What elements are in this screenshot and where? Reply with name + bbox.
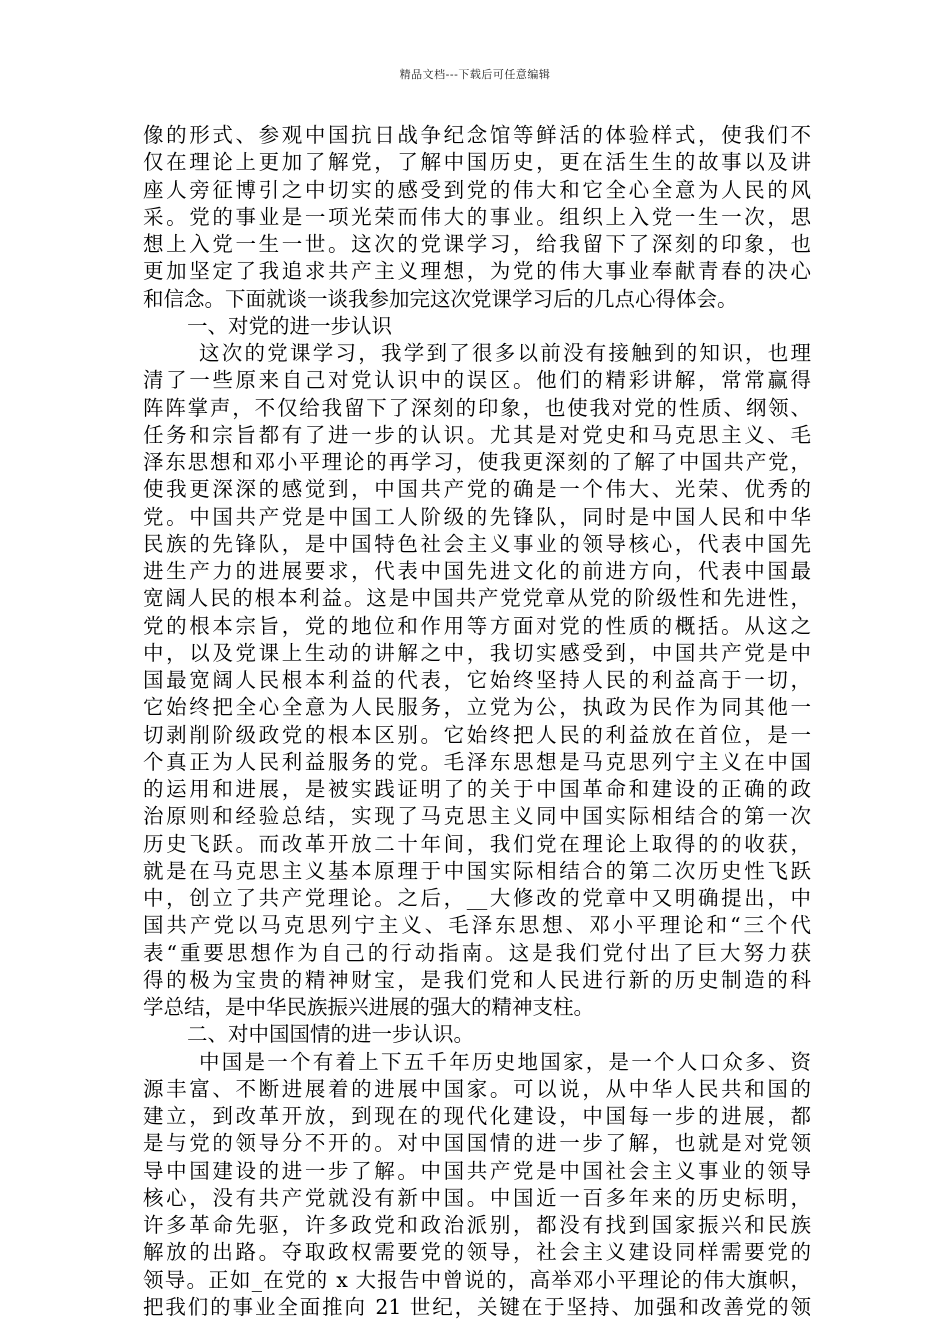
- heading-text: 一、对党的进一步认识: [187, 313, 392, 338]
- text-line: 表“重要思想作为自己的行动指南。这是我们党付出了巨大努力获: [143, 940, 811, 965]
- text-line: 国共产党以马克思列宁主义、毛泽东思想、邓小平理论和“三个代: [143, 913, 811, 938]
- text-line: 就是在马克思主义基本原理于中国实际相结合的第二次历史性飞跃: [143, 858, 811, 883]
- text-line: 许多革命先驱，许多政党和政治派别，都没有找到国家振兴和民族: [143, 1213, 811, 1237]
- text-line: 国最宽阔人民根本利益的代表，它始终坚持人民的利益高于一切，: [143, 668, 811, 692]
- heading-text: 二、对中国国情的进一步认识。: [187, 1022, 474, 1047]
- text-line: 学总结，是中华民族振兴进展的强大的精神支柱。: [143, 995, 594, 1019]
- text-line: 和信念。下面就谈一谈我参加完这次党课学习后的几点心得体会。: [143, 286, 738, 311]
- text-line: 进生产力的进展要求，代表中国先进文化的前进方向，代表中国最: [143, 559, 811, 583]
- text-line: 采。党的事业是一项光荣而伟大的事业。组织上入党一生一次，思: [143, 204, 811, 229]
- text-line: 中，以及党课上生动的讲解之中，我切实感受到，中国共产党是中: [143, 640, 811, 665]
- text-line: 是与党的领导分不开的。对中国国情的进一步了解，也就是对党领: [143, 1131, 811, 1156]
- text-line: 建立，到改革开放，到现在的现代化建设，中国每一步的进展，都: [143, 1104, 811, 1128]
- paragraph: [143, 122, 811, 313]
- text-line: 这次的党课学习，我学到了很多以前没有接触到的知识，也理: [199, 341, 811, 365]
- text-line: 解放的出路。夺取政权需要党的领导，社会主义建设同样需要党的: [143, 1240, 811, 1265]
- text-line: 使我更深深的感觉到，中国共产党的确是一个伟大、光荣、优秀的: [143, 477, 811, 502]
- text-line: 领导。正如_在党的 x 大报告中曾说的，高举邓小平理论的伟大旗帜，: [143, 1267, 811, 1292]
- text-line: 党。中国共产党是中国工人阶级的先锋队，同时是中国人民和中华: [143, 504, 811, 529]
- paragraph: [143, 340, 811, 1021]
- text-line: 中国是一个有着上下五千年历史地国家，是一个人口众多、资: [199, 1049, 811, 1074]
- section-heading: [143, 1021, 811, 1048]
- text-line: 党的根本宗旨，党的地位和作用等方面对党的性质的概括。从这之: [143, 613, 811, 638]
- text-line: 得的极为宝贵的精神财宝，是我们党和人民进行新的历史制造的科: [143, 967, 811, 992]
- text-line: 的运用和进展，是被实践证明了的关于中国革命和建设的正确的政: [143, 777, 811, 801]
- text-line: 仅在理论上更加了解党，了解中国历史，更在活生生的故事以及讲: [143, 150, 811, 175]
- text-line: 导中国建设的进一步了解。中国共产党是中国社会主义事业的领导: [143, 1158, 811, 1183]
- text-line: 历史飞跃。而改革开放二十年间，我们党在理论上取得的的收获，: [143, 831, 811, 856]
- text-line: 源丰富、不断进展着的进展中国家。可以说，从中华人民共和国的: [143, 1076, 811, 1101]
- document-body: [143, 122, 811, 1321]
- text-line: 想上入党一生一世。这次的党课学习，给我留下了深刻的印象，也: [143, 232, 811, 256]
- text-line: 切剥削阶级政党的根本区别。它始终把人民的利益放在首位，是一: [143, 722, 811, 747]
- text-line: 更加坚定了我追求共产主义理想，为党的伟大事业奉献青春的决心: [143, 259, 811, 284]
- text-line: 阵阵掌声，不仅给我留下了深刻的印象，也使我对党的性质、纲领、: [143, 395, 811, 420]
- text-line: 治原则和经验总结，实现了马克思主义同中国实际相结合的第一次: [143, 804, 811, 829]
- section-heading: [143, 313, 811, 340]
- text-line: 清了一些原来自己对党认识中的误区。他们的精彩讲解，常常赢得: [143, 368, 811, 393]
- text-line: 个真正为人民利益服务的党。毛泽东思想是马克思列宁主义在中国: [143, 749, 811, 774]
- text-line: 座人旁征博引之中切实的感受到党的伟大和它全心全意为人民的风: [143, 177, 811, 202]
- page-header: 精品文档---下载后可任意编辑: [399, 68, 551, 81]
- text-line: 任务和宗旨都有了进一步的认识。尤其是对党史和马克思主义、毛: [143, 422, 811, 447]
- text-line: 把我们的事业全面推向 21 世纪，关键在于坚持、加强和改善党的领: [143, 1294, 811, 1319]
- text-line: 民族的先锋队，是中国特色社会主义事业的领导核心，代表中国先: [143, 531, 811, 556]
- text-line: 它始终把全心全意为人民服务，立党为公，执政为民作为同其他一: [143, 695, 811, 720]
- text-line: 像的形式、参观中国抗日战争纪念馆等鲜活的体验样式，使我们不: [143, 123, 811, 147]
- text-line: 核心，没有共产党就没有新中国。中国近一百多年来的历史标明，: [143, 1185, 811, 1210]
- text-line: 中，创立了共产党理论。之后，__大修改的党章中又明确提出，中: [143, 886, 811, 910]
- text-line: 泽东思想和邓小平理论的再学习，使我更深刻的了解了中国共产党，: [143, 450, 811, 474]
- paragraph: [143, 1049, 811, 1322]
- text-line: 宽阔人民的根本利益。这是中国共产党党章从党的阶级性和先进性，: [143, 586, 811, 611]
